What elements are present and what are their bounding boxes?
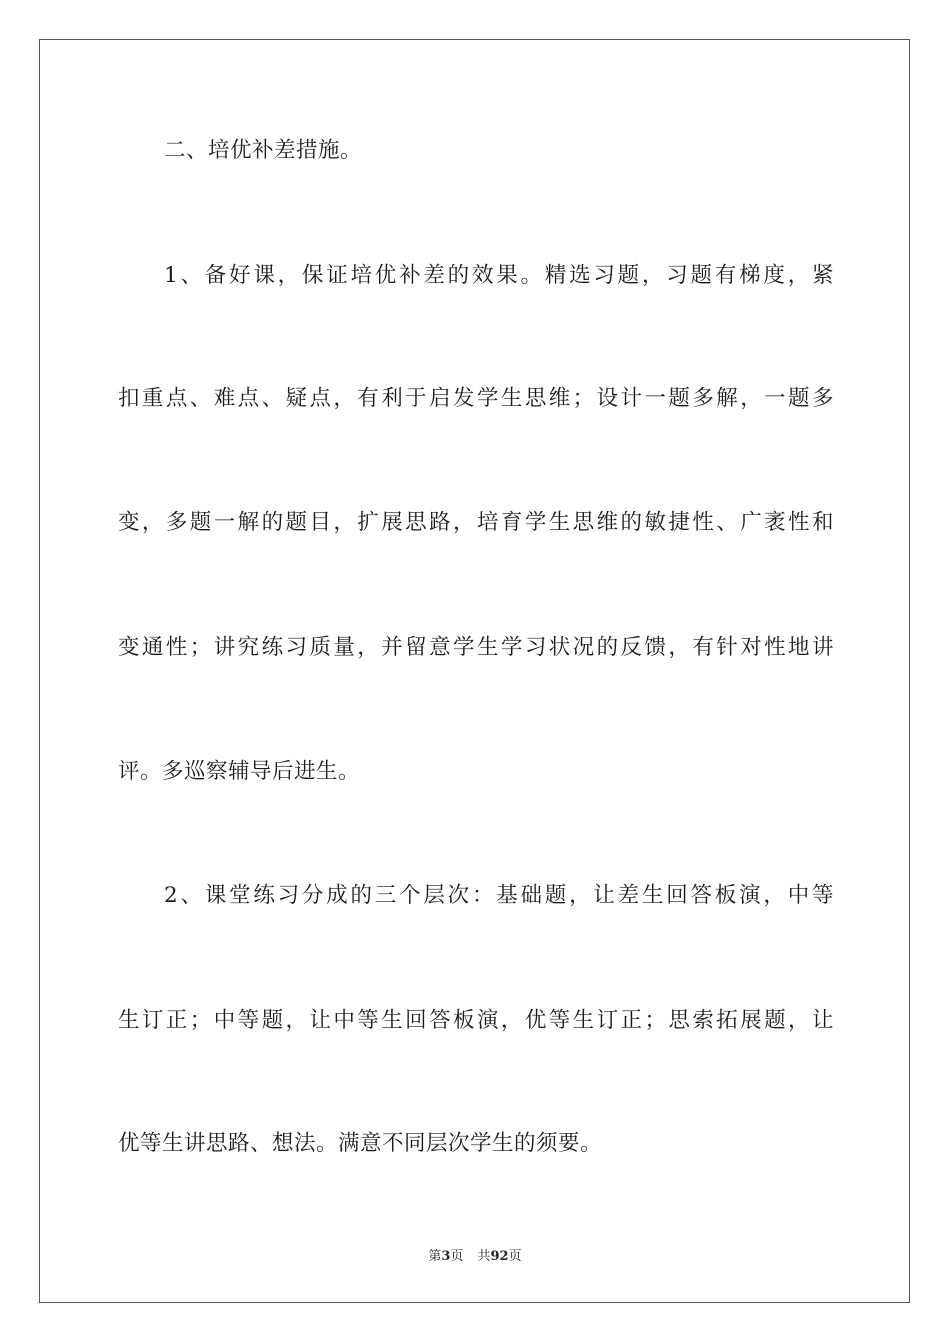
- total-prefix: 共: [477, 1249, 491, 1264]
- paragraph-1-line-4: 变通性；讲究练习质量，并留意学生学习状况的反馈，有针对性地讲: [118, 635, 834, 660]
- page-suffix: 页: [450, 1249, 464, 1264]
- section-heading: 二、培优补差措施。: [164, 138, 363, 163]
- total-suffix: 页: [508, 1249, 522, 1264]
- paragraph-2-line-3: 优等生讲思路、想法。满意不同层次学生的须要。: [118, 1131, 603, 1156]
- paragraph-2-line-2: 生订正；中等题，让中等生回答板演，优等生订正；思索拓展题，让: [118, 1008, 834, 1033]
- page-border: [39, 39, 910, 1303]
- paragraph-1-line-5: 评。多巡察辅导后进生。: [118, 759, 361, 784]
- page-number: 3: [441, 1249, 451, 1264]
- page-footer: [0, 1248, 950, 1266]
- total-pages: 92: [490, 1249, 509, 1264]
- paragraph-2-line-1: 2、课堂练习分成的三个层次：基础题，让差生回答板演，中等: [164, 883, 834, 908]
- page-prefix: 第: [428, 1249, 442, 1264]
- paragraph-1-line-2: 扣重点、难点、疑点，有利于启发学生思维；设计一题多解，一题多: [118, 386, 834, 411]
- paragraph-1-line-3: 变，多题一解的题目，扩展思路，培育学生思维的敏捷性、广袤性和: [118, 510, 834, 535]
- paragraph-1-line-1: 1、备好课，保证培优补差的效果。精选习题，习题有梯度，紧: [164, 263, 834, 288]
